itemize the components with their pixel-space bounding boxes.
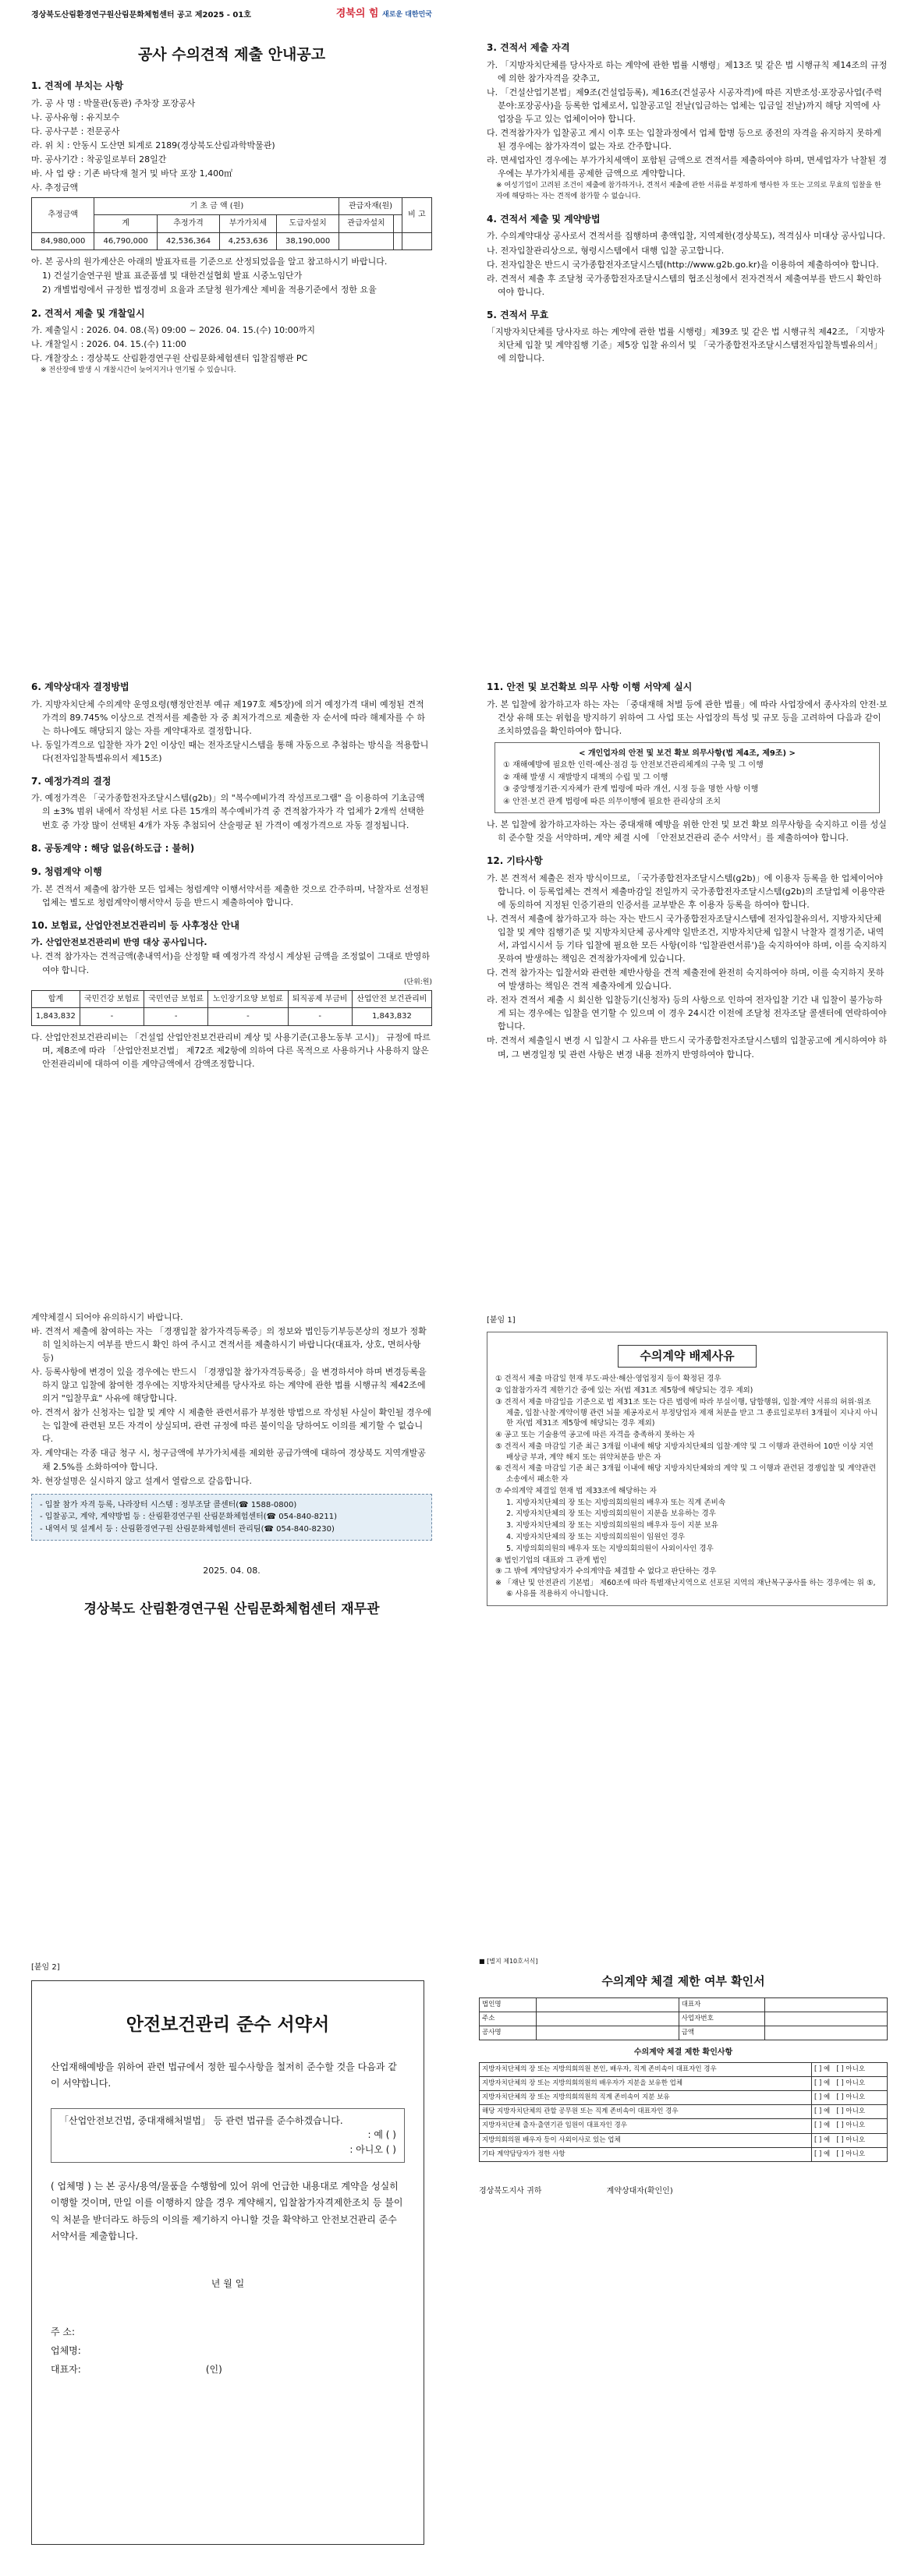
table-subheader: 추정가격 (157, 215, 219, 233)
text-line: 가. 예정가격은 「국가종합전자조달시스템(g2b)」의 "복수예비가격 작성프로그램" 을 이용하여 기초금액의 ±3% 범위 내에서 작성된 서로 다른 15개의 복수예비가격 중 견적참가자가 각 업체가 2개씩 선택한 번호 중 가장 많이 선택된 4개가 자동 추첨되어 산술평균 된 가격이 예정가격으로 자동 결정됩니다. (31, 793, 425, 830)
text-line: 라. 면세업자인 경우에는 부가가치세액이 포함된 금액으로 견적서를 제출하여야 하며, 면세업자가 낙찰된 경우에는 부가가치세를 공제한 금액으로 계약합니다. (487, 154, 887, 179)
yes-option: : 예 ( ) (367, 2129, 396, 2141)
text-line: 나. 개찰일시 : 2026. 04. 15.(수) 11:00 (31, 339, 186, 350)
text-line: 다. 전자입찰은 반드시 국가종합전자조달시스템(http://www.g2b.go.kr)을 이용하여 제출하여야 합니다. (487, 259, 879, 270)
page-6 (456, 1294, 911, 1941)
contact-box (31, 1494, 432, 1541)
table-cell (339, 232, 394, 250)
form-footer (479, 2185, 888, 2198)
text-line: 나. 「건설산업기본법」제9조(건설업등록), 제16조(건설공사 시공자격)에 따른 지반조성·포장공사업(주력분야:포장공사)을 등록한 업체로서, 입찰공고일 전날(입금하는 업체는 입금일 전날)까지 해당 지역에 사업장을 두고 있는 업체이어야 합니다. (487, 87, 882, 124)
no-option: : 아니오 ( ) (349, 2144, 396, 2156)
notice-number: 경상북도산림환경연구원산림문화체험센터 공고 제2025 - 01호 (31, 11, 252, 19)
table-header: 합계 (32, 990, 80, 1008)
exclusion-item: ⑤ 견적서 제출 마감일 기준 최근 3개월 이내에 해당 지방자치단체의 입찰·계약 및 그 이행과 관련하여 10만 이상 지연배상금 부과, 계약 해지 또는 위약처분을 받은 자 (495, 1442, 874, 1462)
section-4-title: 4. 견적서 제출 및 계약방법 (487, 213, 601, 225)
table-cell: 42,536,364 (157, 232, 219, 250)
attachment-label: [붙임 2] (31, 1963, 60, 1972)
oath-date: 년 월 일 (211, 2277, 245, 2289)
table-cell: 1,843,832 (352, 1008, 431, 1026)
table-cell: - (288, 1008, 352, 1026)
exclusion-item: 2. 지방자치단체의 장 또는 지방의회의원이 지분을 보유하는 경우 (506, 1509, 716, 1519)
page-5 (0, 1294, 456, 1941)
exclusion-item: ※ 「재난 및 안전관리 기본법」 제60조에 따라 특별재난지역으로 선포된 지역의 재난복구공사를 하는 경우에는 위 ⑤, ⑥ 사유를 적용하지 아니합니다. (495, 1579, 876, 1598)
exclusion-item: ⑨ 그 밖에 계약담당자가 수의계약을 체결할 수 없다고 판단하는 경우 (495, 1567, 717, 1576)
ceo-label: 대표자: (인) (51, 2363, 222, 2375)
section-1-title: 1. 견적에 부치는 사항 (31, 80, 124, 91)
table-subheader: 도급자설치 (276, 215, 339, 233)
check-text: 지방자치단체 출자·출연기관 임원이 대표자인 경우 (480, 2119, 812, 2133)
form-header-note: ■ [별지 제10호서식] (479, 1958, 538, 1965)
exclusion-item: 5. 지방의회의원의 배우자 또는 지방의회의원이 사외이사인 경우 (506, 1544, 714, 1553)
text-line: 가. 본 입찰에 참가하고자 하는 자는 「중대재해 처벌 등에 관한 법률」에 따라 사업장에서 종사자의 안전·보건상 유해 또는 위험을 방지하기 위하여 그 사업 또는 사업장의 특성 및 규모 등을 고려하여 다음과 같이 조치하였음을 확인하여야 합니다. (487, 699, 888, 736)
exclusion-item: ③ 견적서 제출 마감일을 기준으로 법 제31조 또는 다른 법령에 따라 부실이행, 담합행위, 입찰·계약 서류의 허위·위조 제출, 입찰·낙찰·계약이행 관련 뇌물 제공자로서 부정당업자 제재 처분을 받고 그 종료일로부터 3개월이 지나지 아니한 자(법 제31조 제5항에 해당되는 경우 제외) (495, 1397, 878, 1428)
exclusion-item: ⑥ 견적서 제출 마감일 기준 최근 3개월 이내에 해당 지방자치단체와의 계약 및 그 이행과 관련된 경쟁입찰 및 계약관련 소송에서 패소한 자 (495, 1464, 877, 1484)
section-12-title: 12. 기타사항 (487, 855, 543, 867)
unit-label: (단위:원) (403, 978, 432, 986)
text-line: 다. 견적참가자가 입찰공고 게시 이후 또는 입찰과정에서 업체 합병 등으로 종전의 자격을 유지하지 못하게 된 경우에는 참가자격이 없는 자로 간주합니다. (487, 127, 881, 151)
check-text: 지방자치단체의 장 또는 지방의회의원의 배우자가 지분을 보유한 업체 (480, 2076, 812, 2090)
text-line: 마. 견적서 제출일시 변경 시 입찰시 그 사유를 반드시 국가종합전자조달시스템의 입찰공고에 게시하여야 하며, 그 변경일정 및 관련 사항은 변경 내용 전까지 반영하여야 합니다. (487, 1035, 887, 1060)
oath-intro: 산업재해예방을 위하여 관련 법규에서 정한 필수사항을 철저히 준수할 것을 다음과 같이 서약합니다. (51, 2061, 397, 2089)
oath-form (31, 1980, 424, 2545)
box-item: ① 재해예방에 필요한 인력·예산·점검 등 안전보건관리체계의 구축 및 그 이행 (503, 761, 764, 770)
page-3 (0, 647, 456, 1294)
check-row (480, 2062, 888, 2076)
section-9-title: 9. 청렴계약 이행 (31, 866, 102, 878)
exclusion-item: ⑦ 수의계약 체결일 현재 법 제33조에 해당하는 자 (495, 1486, 657, 1495)
table-cell (393, 232, 402, 250)
check-row (480, 2119, 888, 2133)
table-subheader: 부가가치세 (220, 215, 277, 233)
oath-item-text: 「산업안전보건법, 중대재해처벌법」 등 관련 법규를 준수하겠습니다. (59, 2114, 343, 2126)
check-options[interactable]: [ ] 예 [ ] 아니오 (812, 2091, 888, 2105)
table-cell: 84,980,000 (32, 232, 94, 250)
check-text: 지방자치단체의 장 또는 지방의회의원의 직계 존비속이 지분 보유 (480, 2091, 812, 2105)
table-subheader (393, 215, 402, 233)
contact-line: - 입찰공고, 계약, 계약방법 등 : 산림환경연구원 산림문화체험센터(☎ 054-840-8211) (40, 1513, 338, 1522)
recipient: 경상북도지사 귀하 (479, 2186, 542, 2196)
checks-title: 수의계약 체결 제한 확인사항 (633, 2048, 733, 2058)
text-line: 가. 산업안전보건관리비 반영 대상 공사입니다. (31, 937, 207, 948)
table-header: 추정금액 (32, 197, 94, 232)
text-line: 나. 동일가격으로 입찰한 자가 2인 이상인 때는 전자조달시스템을 통해 자동으로 추첨하는 방식을 적용합니다(전자입찰특별유의서 제15조) (31, 739, 429, 763)
table-cell: 1,843,832 (32, 1008, 80, 1026)
text-line: 아. 본 공사의 원가계산은 아래의 발표자료를 기준으로 산정되었음을 알고 참고하시기 바랍니다. (31, 257, 388, 267)
check-options[interactable]: [ ] 예 [ ] 아니오 (812, 2147, 888, 2161)
exclusion-item: 4. 지방자치단체의 장 또는 지방의회의원이 임원인 경우 (506, 1532, 686, 1541)
text-line: 나. 견적서 제출에 참가하고자 하는 자는 반드시 국가종합전자조달시스템에 전자입찰유의서, 지방자치단체 입찰 및 계약 집행기준 및 지방자치단체 공사계약 일반조건, 지방자치단체 입찰시 낙찰자 결정기준, 내역서, 과업시시서 등 기타 입찰에 필요한 모든 사항(이하 '입찰관련서류')을 숙지하여야 하며, 이를 숙지하지 못하여 발생하는 책임은 견적참가자에게 있습니다. (487, 914, 888, 964)
text-line: 사. 추정금액 (31, 182, 79, 193)
section-7-title: 7. 예정가격의 결정 (31, 775, 112, 787)
check-options[interactable]: [ ] 예 [ ] 아니오 (812, 2119, 888, 2133)
text-line: 나. 본 입찰에 참가하고자하는 자는 중대재해 예방을 위한 안전 및 보건 확보 의무사항을 숙지하고 이를 성실히 준수할 것을 서약하며, 계약 체결 시에 「안전보건관리 준수 서약서」를 제출하여야 합니다. (487, 819, 887, 844)
table-subheader: 계 (94, 215, 157, 233)
text-line: 라. 견적서 제출 후 조달청 국가종합전자조달시스템의 협조신청에서 전자견적서 제출여부를 반드시 확인하여야 합니다. (487, 273, 882, 297)
table-cell (402, 232, 431, 250)
text-line: 다. 견적 참가자는 입찰서와 관련한 제반사항을 견적 제출전에 완전히 숙지하여야 하며, 이를 숙지하지 못하여 발생하는 책임은 견적 제출자에게 있습니다. (487, 968, 884, 992)
page-7 (0, 1941, 456, 2576)
text-line: 나. 전자입찰관리상으로, 형령시스템에서 대행 입찰 공고합니다. (487, 245, 725, 256)
page-4 (456, 647, 911, 1294)
table-cell: 4,253,636 (220, 232, 277, 250)
attachment-label: [붙임 1] (487, 1316, 516, 1325)
checks-table (479, 2062, 888, 2162)
note: ※ 여성기업이 고려된 조건이 제출에 참가하거나, 견적서 제출에 관한 서류를 부정하게 행사한 자 또는 고의로 무효의 입찰을 한 자에 해당하는 자는 견적에 참가할 수 없습니다. (496, 182, 881, 200)
table-cell: - (80, 1008, 144, 1026)
section-8-title: 8. 공동계약 : 해당 없음(하도급 : 불허) (31, 842, 195, 854)
table-cell: - (144, 1008, 208, 1026)
text-line: 계약체결시 되어야 유의하시기 바랍니다. (31, 1312, 183, 1322)
text-line: 나. 공사유형 : 유지보수 (31, 111, 120, 122)
check-text: 지방의회의원 배우자 등이 사외이사로 있는 업체 (480, 2133, 812, 2147)
text-line: 1) 건설기술연구원 발표 표준품셈 및 대한건설협회 발표 시중노임단가 (42, 271, 303, 281)
exclusion-box (487, 1332, 888, 1606)
check-options[interactable]: [ ] 예 [ ] 아니오 (812, 2133, 888, 2147)
table-subheader: 관급자설치 (339, 215, 394, 233)
text-line: 바. 사 업 량 : 기존 바닥재 철거 및 바닥 포장 1,400㎡ (31, 168, 233, 179)
text-line: 가. 본 견적서 제출에 참가한 모든 업체는 청렴계약 이행서약서를 제출한 것으로 간주하며, 낙찰자로 선정된 업체는 별도로 청렴계약이행서약서 등을 반드시 제출하여야 합니다. (31, 883, 429, 908)
text-line: 사. 등록사항에 변경이 있을 경우에는 반드시 「경쟁입찰 참가자격등록증」을 변경하셔야 하며 변경등록을 하지 않고 입찰에 참여한 경우에는 지방자치단체를 당사자로 하는 계약에 관한 법률 시행규칙 제42조에 의거 "입찰무효" 사유에 해당합니다. (31, 1367, 427, 1404)
section-2-title: 2. 견적서 제출 및 개찰일시 (31, 307, 145, 319)
card-title: 수의계약 배제사유 (618, 1345, 757, 1368)
text-line: 바. 견적서 제출에 참여하는 자는 「경쟁입찰 참가자격등록증」의 정보와 법인등기부등본상의 정보가 정확히 일치하는지 여부를 반드시 확인 하여 주시고 견적서를 제출하시기 바랍니다(대표자, 상호, 면허사항 등) (31, 1326, 427, 1364)
exclusion-item: 3. 지방자치단체의 장 또는 지방의회의원의 배우자 등이 지분 보유 (506, 1521, 718, 1530)
section-10-title: 10. 보험료, 산업안전보건관리비 등 사후정산 안내 (31, 919, 239, 931)
table-header: 국민연금 보험료 (144, 990, 208, 1008)
address-label: 주 소: (51, 2326, 76, 2337)
page-2 (456, 0, 911, 647)
section-3-title: 3. 견적서 제출 자격 (487, 42, 570, 53)
text-line: 2) 개별법령에서 규정한 법정경비 요율과 조달청 원가계산 제비율 적용기준에서 정한 요율 (42, 285, 377, 295)
company-label: 업체명: (51, 2344, 81, 2356)
table-cell: 38,190,000 (276, 232, 339, 250)
table-header: 비 고 (402, 197, 431, 232)
issuer-name: 경상북도 산림환경연구원 산림문화체험센터 재무관 (83, 1601, 380, 1618)
text-line: 가. 지방자치단체 수의계약 운영요령(행정안전부 예규 제197호 제5장)에 의거 예정가격 대비 예정된 견적가격의 89.745% 이상으로 견적서를 제출한 자 중 최저가격으로 제출한 자 순서에 따라 해제자를 수 하는 하나에도 해당되지 않는 자를 계약대자로 결정합니다. (31, 699, 426, 736)
exclusion-item: ⑧ 법인기업의 대표와 그 관계 법인 (495, 1555, 607, 1565)
contact-line: - 입찰 참가 자격 등록, 나라장터 시스템 : 정부조달 콜센터(☎ 1588-0800) (40, 1500, 297, 1509)
section-6-title: 6. 계약상대자 결정방법 (31, 681, 129, 692)
oath-body: ( 업체명 ) 는 본 공사/용역/물품을 수행함에 있어 위에 언급한 내용대로 계약을 성실히 이행할 것이며, 만일 이를 이행하지 않을 경우 계약해지, 입찰참가자격제한조치 등 불이익 처분을 받더라도 하등의 이의를 제기하지 아니할 것을 확약하고 안전보건관리 준수 서약서를 제출합니다. (51, 2180, 403, 2242)
box-title: < 개인업자의 안전 및 보건 확보 의무사항(법 제4조, 제9조) > (579, 748, 796, 758)
page-8 (456, 1941, 911, 2576)
table-header: 산업안전 보건관리비 (352, 990, 431, 1008)
check-options[interactable]: [ ] 예 [ ] 아니오 (812, 2105, 888, 2119)
box-item: ④ 안전·보건 관계 법령에 따른 의무이행에 필요한 관리상의 조치 (503, 797, 721, 806)
check-row (480, 2147, 888, 2161)
table-header: 퇴직공제 부금비 (288, 990, 352, 1008)
text-line: 자. 계약대는 각종 대금 청구 시, 청구금액에 부가가치세를 제외한 공급가액에 대하여 경상북도 지역개발공채 2.5%를 소화하여야 합니다. (31, 1448, 426, 1472)
info-table: 법인명 대표자 주소 사업자번호 공사명 금액 (479, 1997, 888, 2041)
section-11-title: 11. 안전 및 보건확보 의무 사항 이행 서약제 실시 (487, 681, 693, 692)
text-line: 다. 공사구분 : 전문공사 (31, 126, 120, 136)
notice-date: 2025. 04. 08. (203, 1566, 261, 1576)
text-line: 아. 견적서 참가 신청자는 입찰 및 계약 시 제출한 관련서류가 부정한 방법으로 작성된 사실이 확인될 경우에는 입찰에 관련된 모든 자격이 상실되며, 관련 규정에 따른 불이익을 당하여도 이의를 제기할 수 없습니다. (31, 1407, 431, 1445)
check-row (480, 2091, 888, 2105)
table-header: 노인장기요양 보험료 (208, 990, 288, 1008)
insurance-table (31, 990, 432, 1026)
text-line: 가. 제출일시 : 2026. 04. 08.(목) 09:00 ~ 2026. 04. 15.(수) 10:00까지 (31, 325, 316, 336)
text-line: 나. 견적 참가자는 견적금액(총내역서)을 산정할 때 예정가격 작성시 계상된 금액을 조정없이 그대로 반영하여야 합니다. (31, 951, 430, 975)
page-title: 공사 수의견적 제출 안내공고 (137, 45, 326, 63)
exclusion-item: ② 입찰참가자격 제한기간 중에 있는 자(법 제31조 제5항에 해당되는 경우 제외) (495, 1386, 753, 1396)
page-1 (0, 0, 456, 647)
table-header: 국민건강 보험료 (80, 990, 144, 1008)
text-line: 다. 산업안전보건관리비는 「건설업 산업안전보건관리비 계상 및 사용기준(고용노동부 고시)」 규정에 따르며, 제8조에 따라 「산업안전보건법」 제72조 제2항에 의하여 다른 목적으로 사용하거나 사용하지 않은 안전관리비에 대하여 이를 계약금액에서 감액조정합니다. (31, 1031, 431, 1069)
note: ※ 전산장애 발생 시 개찰시간이 늦어지거나 연기될 수 있습니다. (41, 366, 236, 375)
text-line: 마. 공사기간 : 착공일로부터 28일간 (31, 154, 167, 165)
check-text: 해당 지방자치단체의 관할 공무원 또는 직계 존비속이 대표자인 경우 (480, 2105, 812, 2119)
table-header: 관급자재(원) (339, 197, 402, 215)
form-title: 수의계약 체결 제한 여부 확인서 (601, 1974, 765, 1989)
check-options[interactable]: [ ] 예 [ ] 아니오 (812, 2076, 888, 2090)
check-row (480, 2076, 888, 2090)
check-row (480, 2133, 888, 2147)
text-line: 라. 위 치 : 안동시 도산면 퇴계로 2189(경상북도산림과학박물관) (31, 140, 275, 150)
check-text: 지방자치단체의 장 또는 지방의회의원 본인, 배우자, 직계 존비속이 대표자인 경우 (480, 2062, 812, 2076)
signature-block (51, 2323, 405, 2379)
text-line: 다. 개찰장소 : 경상북도 산림환경연구원 산림문화체험센터 입찰집행관 PC (31, 353, 308, 364)
exclusion-item: 1. 지방자치단체의 장 또는 지방의회의원의 배우자 또는 직계 존비속 (506, 1498, 726, 1507)
duty-box (494, 742, 880, 814)
gyeongbuk-logo: 경북의 힘 새로운 대한민국 (335, 8, 432, 19)
estimate-table (31, 197, 432, 251)
box-item: ② 재해 발생 시 재발방지 대책의 수립 및 그 이행 (503, 773, 668, 782)
section-5-title: 5. 견적서 무효 (487, 309, 549, 320)
text-line: 라. 전자 견적서 제출 시 회신한 입찰등기(신청자) 등의 사항으로 인하여 전자입찰 기간 내 입찰이 불가능하게 되는 경우에는 입찰을 연기할 수 있으며 이 경우 24시간 이전에 조달청 전자조달 콜센터에 연락하여야 합니다. (487, 995, 887, 1032)
text-line: 가. 수의계약대상 공사로서 견적서를 집행하며 총액입찰, 지역제한(경상북도), 적격심사 미대상 공사입니다. (487, 231, 885, 242)
contact-line: - 내역서 및 설계서 등 : 산림환경연구원 산림문화체험센터 관리팀(☎ 054-840-8230) (40, 1524, 335, 1534)
text-line: 「지방자치단체를 당사자로 하는 계약에 관한 법률 시행령」제39조 및 같은 법 시행규칙 제42조, 「지방자치단체 입찰 및 계약집행 기준」제5장 입찰 유의서 및 「국가종합전자조달시스템전자입찰특별유의서」에 의합니다. (487, 327, 885, 364)
box-item: ③ 중앙행정기관·지자체가 관계 법령에 따라 개선, 시정 등을 명한 사항 이행 (503, 785, 759, 794)
table-header: 기 초 금 액 (원) (94, 197, 339, 215)
check-options[interactable]: [ ] 예 [ ] 아니오 (812, 2062, 888, 2076)
text-line: 가. 공 사 명 : 박물관(동관) 주차장 포장공사 (31, 97, 196, 108)
table-cell: - (208, 1008, 288, 1026)
signer: 계약상대자(확인인) (606, 2186, 673, 2196)
table-cell: 46,790,000 (94, 232, 157, 250)
check-row (480, 2105, 888, 2119)
exclusion-item: ① 견적서 제출 마감일 현재 부도·파산·해산·영업정지 등이 확정된 경우 (495, 1375, 721, 1384)
text-line: 가. 본 견적서 제출은 전자 방식이므로, 「국가종합전자조달시스템(g2b)」에 이용자 등록을 한 업체이어야 합니다. 이 등록업체는 견적서 제출마감일 전일까지 국가종합전자조달시스템(g2b)의 조달업체 이용약관에 동의하여 지정된 인증기관의 인증서를 교부받은 후 이용자 등록을 하여야 합니다. (487, 872, 885, 911)
text-line: 차. 현장설명은 실시하지 않고 설계서 열람으로 갈음합니다. (31, 1475, 252, 1486)
text-line: 가. 「지방자치단체를 당사자로 하는 계약에 관한 법률 시행령」제13조 및 같은 법 시행규칙 제14조의 규정에 의한 참가자격을 갖추고, (487, 59, 888, 83)
oath-item (51, 2108, 405, 2163)
oath-title: 안전보건관리 준수 서약서 (126, 2014, 330, 2035)
check-text: 기타 계약담당자가 정한 사항 (480, 2147, 812, 2161)
exclusion-item: ④ 공고 또는 기술용역 공고에 따른 자격을 충족하지 못하는 자 (495, 1431, 695, 1440)
